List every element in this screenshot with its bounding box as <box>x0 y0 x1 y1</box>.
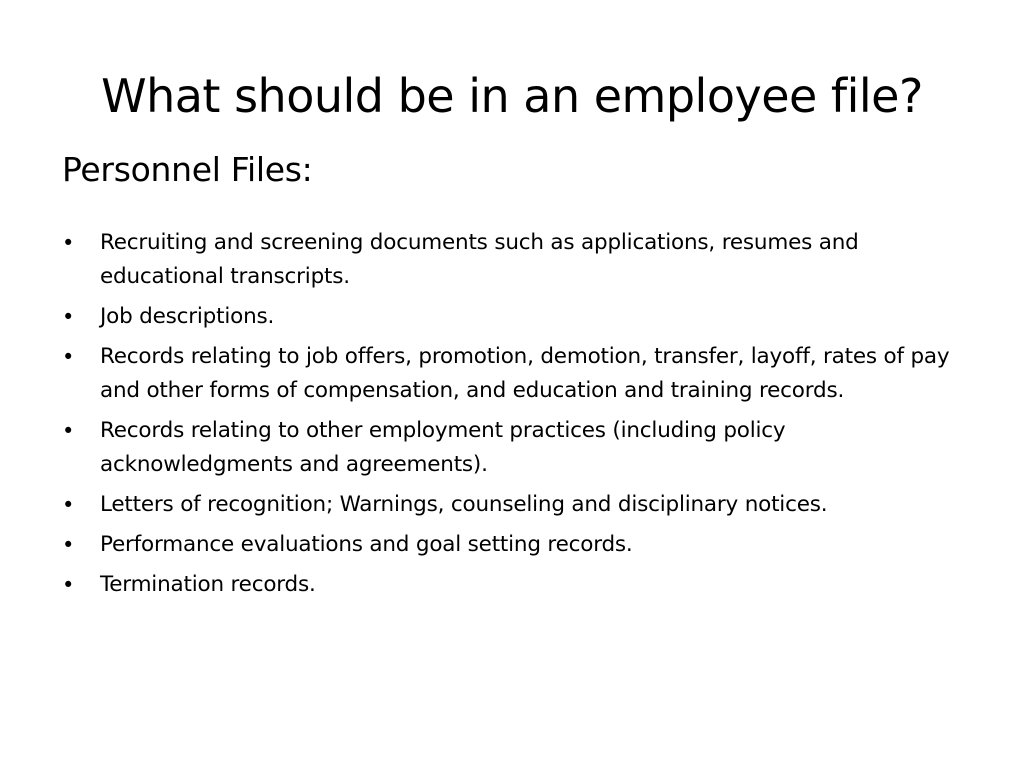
list-item <box>62 528 962 562</box>
list-item-text: Records relating to job offers, promotion, demotion, transfer, layoff, rates of pay and other forms of compensation, and education and training records. <box>100 344 950 403</box>
list-item-text: Letters of recognition; Warnings, counseling and disciplinary notices. <box>100 492 828 517</box>
bullet-icon: • <box>62 231 75 255</box>
bullet-icon: • <box>62 533 75 557</box>
section-heading: Personnel Files: <box>62 150 313 189</box>
slide-title: What should be in an employee file? <box>101 69 923 123</box>
list-item-text: Performance evaluations and goal setting records. <box>100 532 633 557</box>
bullet-icon: • <box>62 305 75 329</box>
list-item <box>62 340 962 408</box>
list-item-text: Recruiting and screening documents such as applications, resumes and educational transcripts. <box>100 230 859 289</box>
list-item <box>62 300 962 334</box>
list-item-text: Records relating to other employment practices (including policy acknowledgments and agreements). <box>100 418 786 477</box>
list-item <box>62 488 962 522</box>
list-item-text: Job descriptions. <box>100 304 275 329</box>
bullet-icon: • <box>62 419 75 443</box>
list-item-text: Termination records. <box>100 572 316 597</box>
bullet-icon: • <box>62 493 75 517</box>
list-item <box>62 568 962 602</box>
list-item <box>62 226 962 294</box>
bullet-icon: • <box>62 573 75 597</box>
bullet-icon: • <box>62 345 75 369</box>
list-item <box>62 414 962 482</box>
bullet-list <box>62 226 962 608</box>
